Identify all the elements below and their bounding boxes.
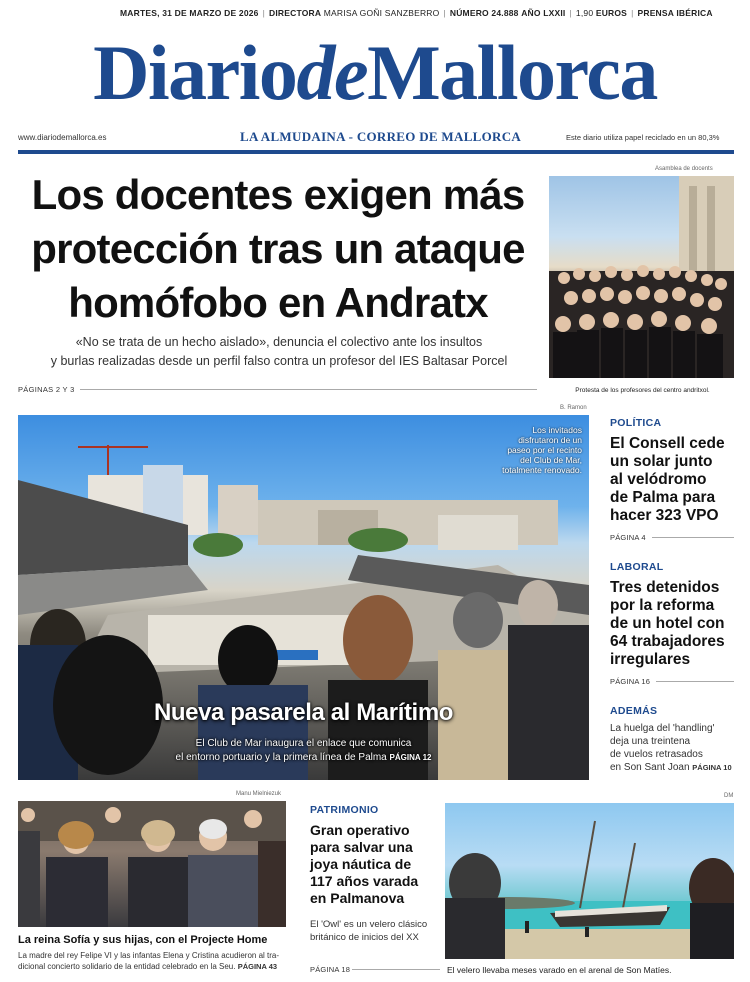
publisher-group: PRENSA IBÉRICA (637, 8, 713, 18)
divider (80, 389, 537, 390)
lead-headline-line: Los docentes exigen más (31, 171, 525, 218)
teachers-protest-illustration (549, 176, 734, 378)
brief-line-with-page (610, 761, 740, 774)
brief-line: en Son Sant Joan (610, 762, 690, 773)
caption-line-with-page (18, 751, 589, 765)
stranded-sailboat-illustration (445, 803, 734, 959)
masthead-logo[interactable] (0, 28, 750, 118)
headline-line: para salvar una (310, 839, 413, 855)
website-url[interactable]: www.diariodemallorca.es (18, 133, 107, 142)
headline-line: al velódromo (610, 471, 707, 488)
headline-line: un solar junto (610, 453, 713, 470)
photo-credit: DM (724, 793, 734, 799)
headline-line: 64 trabajadores (610, 633, 725, 650)
edition-date: MARTES, 31 DE MARZO DE 2026 (120, 8, 259, 18)
masthead-de: de (296, 29, 368, 116)
overlay-line: del Club de Mar, (520, 455, 582, 465)
lead-standfirst (22, 333, 536, 371)
masthead-rule (18, 150, 734, 154)
price-unit: EUROS (595, 8, 628, 18)
summary-line: dicional concierto solidario de la entidad celebrado en la Seu. (18, 962, 236, 971)
politica-headline[interactable] (610, 435, 740, 525)
overlay-line: disfrutaron de un (518, 435, 582, 445)
headline-line: irregulares (610, 651, 691, 668)
recycled-paper-note: Este diario utiliza papel reciclado en un 80,3% (566, 133, 720, 142)
headline-line: 117 años varada (310, 873, 419, 889)
edition-info-bar: MARTES, 31 DE MARZO DE 2026 | DIRECTORA MARISA GOÑI SANZBERRO | NÚMERO 24.888 AÑO LXXII | 1,90 EUROS | PRENSA IBÉRICA (120, 8, 713, 18)
politica-page-reference[interactable]: PÁGINA 4 (610, 533, 646, 542)
lead-headline-line: protección tras un ataque (31, 225, 525, 272)
masthead-mallorca: Mallorca (367, 29, 657, 116)
reina-sofia-illustration (18, 801, 286, 927)
brief-line: de vuelos retrasados (610, 749, 703, 760)
divider (652, 537, 734, 538)
category-label-ademas[interactable]: ADEMÁS (610, 705, 658, 717)
price: 1,90 (575, 8, 594, 18)
category-label-politica[interactable]: POLÍTICA (610, 417, 662, 429)
category-label-laboral[interactable]: LABORAL (610, 561, 664, 573)
headline-line: por la reforma (610, 597, 715, 614)
reina-sofia-page-reference[interactable]: PÁGINA 43 (237, 962, 278, 971)
masthead-subtitle: LA ALMUDAINA - CORREO DE MALLORCA (240, 129, 522, 144)
headline-line: de un hotel con (610, 615, 725, 632)
ademas-brief[interactable] (610, 722, 740, 774)
headline-line: Gran operativo (310, 822, 410, 838)
photo-caption: Protesta de los profesores del centro andritxol. (575, 387, 710, 394)
overlay-line: totalmente renovado. (502, 465, 582, 475)
lead-page-reference[interactable]: PÁGINAS 2 Y 3 (18, 385, 75, 394)
patrimonio-page-reference[interactable]: PÁGINA 18 (310, 965, 351, 974)
overlay-line: Los invitados (532, 425, 582, 435)
director-label: DIRECTORA (269, 8, 322, 18)
reina-sofia-photo[interactable] (18, 801, 286, 927)
photo-overlay-note (496, 425, 582, 475)
headline-line: en Palmanova (310, 890, 405, 906)
reina-sofia-summary (18, 950, 300, 972)
photo-credit: Manu Mielniezuk (236, 791, 282, 797)
issue-number: NÚMERO 24.888 (449, 8, 519, 18)
standfirst-line: «No se trata de un hecho aislado», denuncia el colectivo ante los insultos (75, 335, 483, 349)
director-name: MARISA GOÑI SANZBERRO (323, 8, 440, 18)
summary-line: La madre del rey Felipe VI y las infantas Elena y Cristina acudieron al tra- (18, 951, 280, 960)
headline-line: de Palma para (610, 489, 716, 506)
summary-line-with-page (18, 961, 300, 972)
feature-page-reference[interactable]: PÁGINA 12 (389, 753, 432, 762)
headline-line: hacer 323 VPO (610, 507, 719, 524)
feature-caption (18, 737, 589, 765)
overlay-line: paseo por el recinto (507, 445, 582, 455)
caption-line: El Club de Mar inaugura el enlace que comunica (195, 738, 412, 749)
brief-line: La huelga del 'handling' (610, 723, 715, 734)
lead-headline-line: homófobo en Andratx (68, 279, 488, 326)
photo-credit: B. Ramon (560, 405, 587, 411)
headline-line: El Consell cede (610, 435, 725, 452)
masthead-diario: Diario (93, 29, 297, 116)
category-label-patrimonio[interactable]: PATRIMONIO (310, 804, 379, 816)
sailboat-photo[interactable] (445, 803, 734, 959)
teachers-protest-photo[interactable] (549, 176, 734, 378)
reina-sofia-headline[interactable]: La reina Sofía y sus hijas, con el Projecte Home (18, 934, 268, 946)
lead-headline[interactable] (18, 168, 538, 330)
divider (656, 681, 734, 682)
headline-line: joya náutica de (310, 856, 412, 872)
summary-line: británico de inicios del XX (310, 931, 419, 943)
laboral-page-reference[interactable]: PÁGINA 16 (610, 677, 651, 686)
laboral-headline[interactable] (610, 579, 740, 669)
photo-credit: Asamblea de docents (655, 166, 713, 172)
caption-line: el entorno portuario y la primera línea de Palma (175, 752, 387, 763)
feature-headline[interactable]: Nueva pasarela al Marítimo (153, 699, 454, 726)
standfirst-line: y burlas realizadas desde un perfil falso contra un profesor del IES Baltasar Porcel (50, 354, 508, 368)
club-de-mar-photo[interactable] (18, 415, 589, 780)
brief-line: deja una treintena (610, 736, 691, 747)
patrimonio-summary (310, 919, 442, 944)
divider (352, 969, 440, 970)
sailboat-caption: El velero llevaba meses varado en el arenal de Son Matíes. (447, 965, 672, 975)
patrimonio-headline[interactable] (310, 822, 440, 907)
headline-line: Tres detenidos (610, 579, 720, 596)
ademas-page-reference[interactable]: PÁGINA 10 (692, 763, 732, 772)
summary-line: El 'Owl' es un velero clásico (310, 919, 428, 930)
issue-year: AÑO LXXII (521, 8, 566, 18)
